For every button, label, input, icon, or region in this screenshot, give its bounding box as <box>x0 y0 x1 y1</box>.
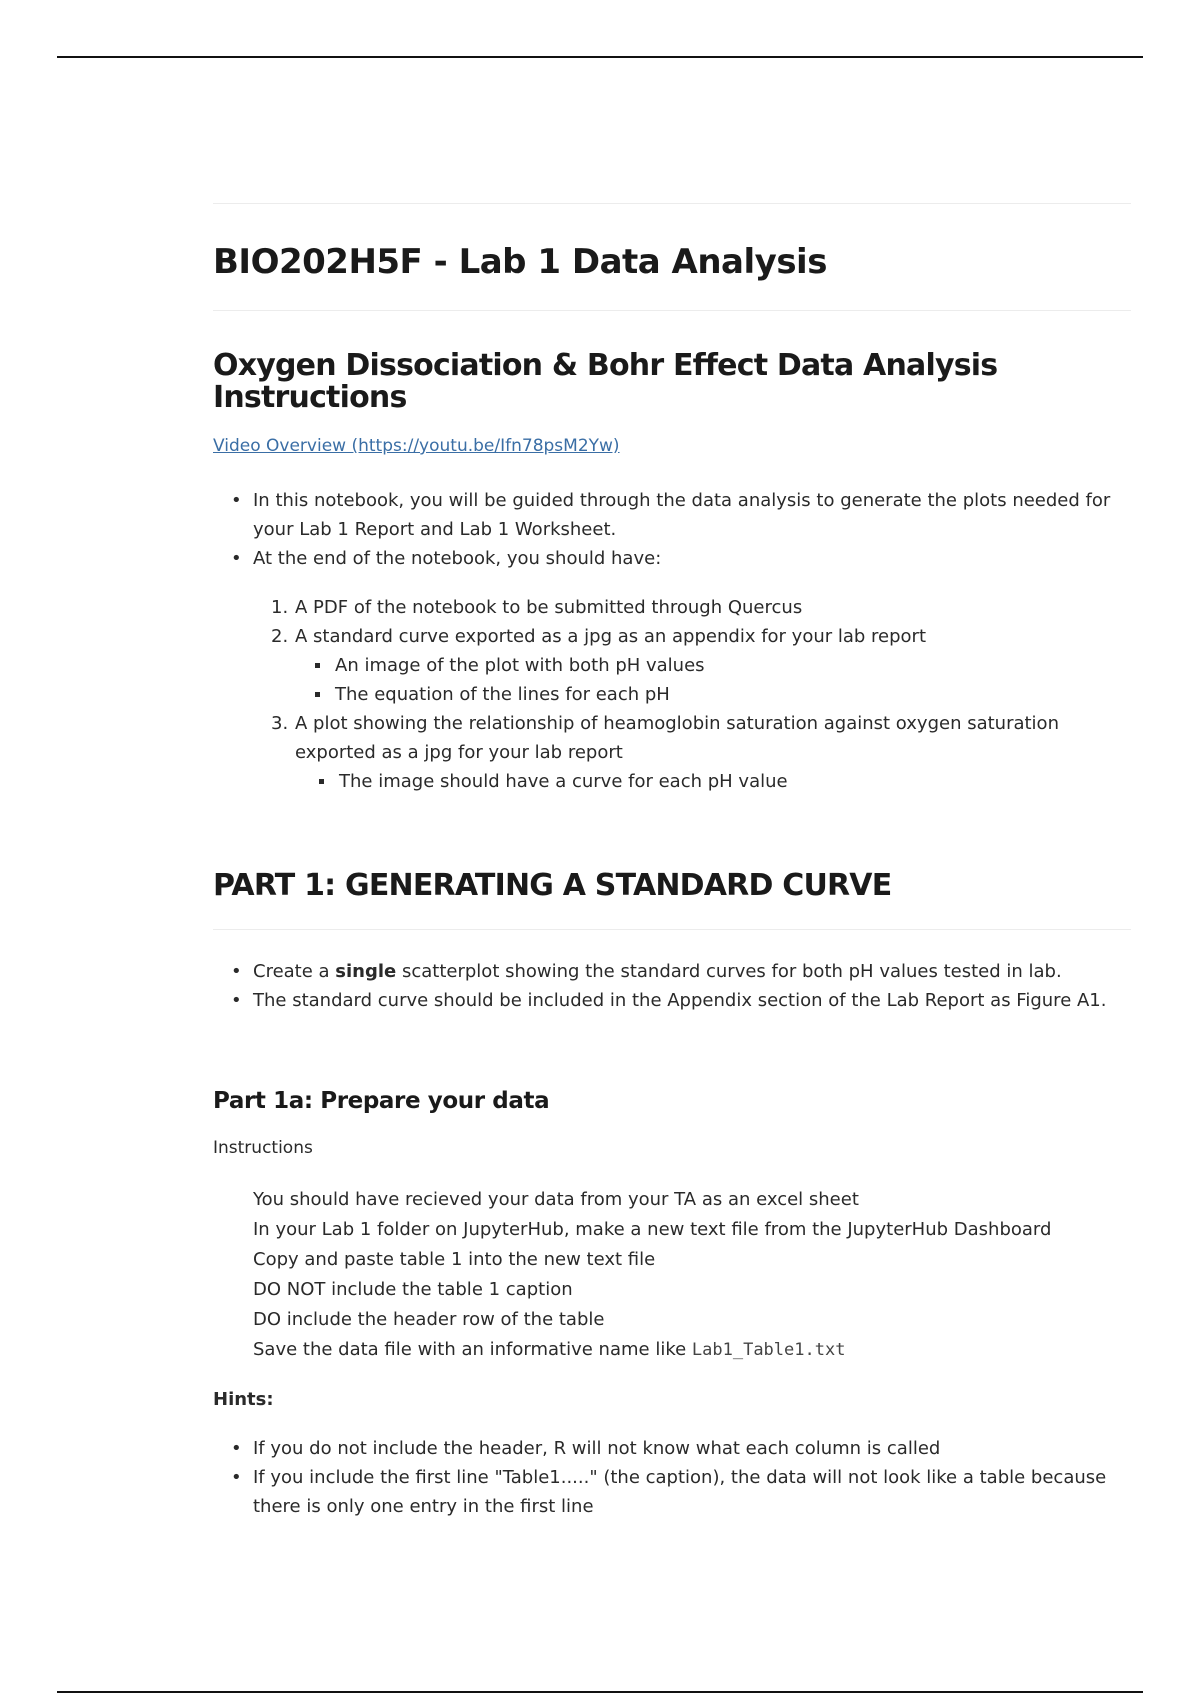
intro-bullet-text: In this notebook, you will be guided through the data analysis to generate the plots needed for your Lab 1 Report and Lab 1 Worksheet. <box>253 490 1111 540</box>
list-item <box>271 622 1095 709</box>
intro-bullet-list <box>253 486 1133 573</box>
instruction-step-text: Save the data file with an informative name like <box>253 1339 692 1360</box>
list-item <box>253 957 1153 986</box>
deliverables-list <box>271 593 1095 796</box>
page-top-rule <box>57 56 1143 58</box>
section-subtitle: Oxygen Dissociation & Bohr Effect Data Analysis Instructions <box>213 348 998 415</box>
bullet-text: The standard curve should be included in the Appendix section of the Lab Report as Figure A1. <box>253 990 1107 1011</box>
list-item <box>271 709 1095 796</box>
list-item <box>253 544 1133 573</box>
list-item <box>339 767 1095 796</box>
instruction-step: Copy and paste table 1 into the new text file <box>253 1249 656 1270</box>
instruction-steps <box>253 1185 1051 1365</box>
hint-text: If you include the first line "Table1....." (the caption), the data will not look like a table because there is only one entry in the first line <box>253 1467 1107 1517</box>
hints-list <box>253 1434 1123 1521</box>
list-number: 2. <box>271 626 289 647</box>
instruction-step: In your Lab 1 folder on JupyterHub, make a new text file from the JupyterHub Dashboard <box>253 1219 1052 1240</box>
part1-bullet-list <box>253 957 1153 1015</box>
deliverable-text: A standard curve exported as a jpg as an appendix for your lab report <box>295 626 927 647</box>
bold-emphasis: single <box>335 961 397 982</box>
instructions-label: Instructions <box>213 1138 313 1158</box>
part1a-heading: Part 1a: Prepare your data <box>213 1088 550 1114</box>
instruction-step: DO include the header row of the table <box>253 1309 605 1330</box>
list-item <box>253 1463 1123 1521</box>
page-bottom-rule <box>57 1691 1143 1693</box>
sub-item-text: The equation of the lines for each pH <box>335 684 670 705</box>
divider <box>213 310 1131 311</box>
list-item <box>271 593 1095 622</box>
list-item <box>335 651 1095 680</box>
filename-code: Lab1_Table1.txt <box>691 1340 846 1360</box>
sub-item-text: The image should have a curve for each pH value <box>339 771 788 792</box>
list-item <box>253 486 1133 544</box>
list-number: 1. <box>271 597 289 618</box>
divider <box>213 929 1131 930</box>
deliverable-text: A plot showing the relationship of heamoglobin saturation against oxygen saturation exported as a jpg for your lab report <box>295 713 1059 763</box>
deliverable-text: A PDF of the notebook to be submitted through Quercus <box>295 597 803 618</box>
list-item <box>253 1434 1123 1463</box>
hints-label: Hints: <box>213 1389 274 1410</box>
instruction-step <box>253 1335 1051 1365</box>
video-overview-link[interactable]: Video Overview (https://youtu.be/Ifn78psM2Yw) <box>213 436 620 456</box>
hint-text: If you do not include the header, R will not know what each column is called <box>253 1438 941 1459</box>
instruction-step: You should have recieved your data from your TA as an excel sheet <box>253 1189 859 1210</box>
divider <box>213 203 1131 204</box>
page-title: BIO202H5F - Lab 1 Data Analysis <box>213 242 827 282</box>
instruction-step: DO NOT include the table 1 caption <box>253 1279 573 1300</box>
sub-item-text: An image of the plot with both pH values <box>335 655 705 676</box>
list-item <box>253 986 1153 1015</box>
list-number: 3. <box>271 713 289 734</box>
intro-bullet-text: At the end of the notebook, you should have: <box>253 548 662 569</box>
part1-heading: PART 1: GENERATING A STANDARD CURVE <box>213 868 892 903</box>
list-item <box>335 680 1095 709</box>
bullet-text: scatterplot showing the standard curves for both pH values tested in lab. <box>396 961 1062 982</box>
bullet-text: Create a <box>253 961 336 982</box>
